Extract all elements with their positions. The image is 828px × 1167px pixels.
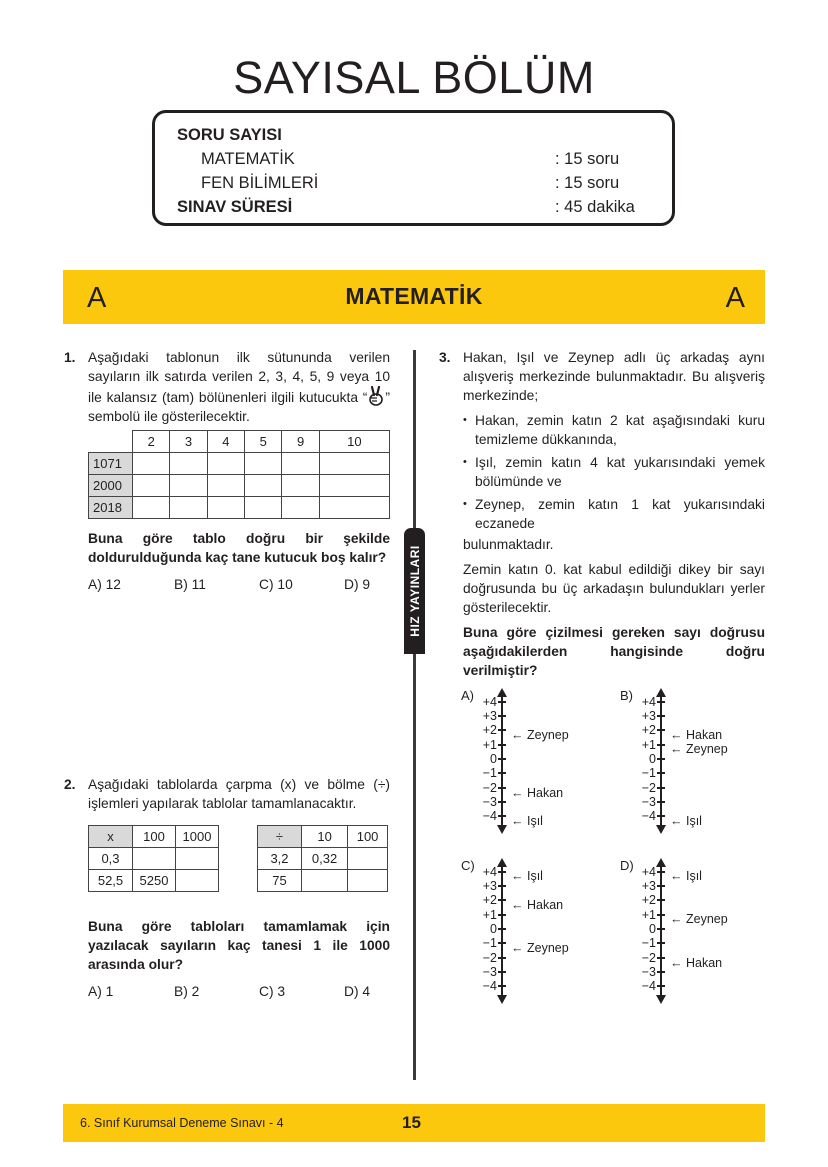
info-label: FEN BİLİMLERİ — [201, 174, 319, 192]
table-row — [89, 475, 390, 497]
section-header-bar — [63, 270, 765, 324]
left-arrow-icon: ← — [670, 869, 683, 883]
left-arrow-icon: ← — [511, 898, 524, 912]
bullet-item: • Işıl, zemin katın 4 kat yukarısındaki yemek bölümünde ve — [463, 453, 765, 491]
tick-label: −4 — [641, 979, 656, 993]
choice-a-number-line[interactable] — [461, 688, 611, 838]
tick-label: −2 — [482, 951, 497, 965]
vertical-axis-arrow-icon — [660, 692, 662, 830]
question-stem: Buna göre çizilmesi gereken sayı doğrusu aşağıdakilerden hangisinde doğru verilmiştir? — [463, 625, 765, 678]
position-marker: ← Hakan — [511, 898, 564, 912]
table-header: 2 — [133, 431, 170, 453]
info-row-science — [177, 171, 650, 195]
choice-c[interactable]: C) 10 — [259, 577, 293, 592]
position-marker: ← Zeynep — [670, 742, 728, 756]
left-arrow-icon: ← — [670, 912, 683, 926]
position-marker: ← Hakan — [670, 728, 723, 742]
table-cell — [319, 453, 389, 475]
question-intro: Hakan, Işıl ve Zeynep adlı üç arkadaş aynı alışveriş merkezinde bulunmaktadır. Bu alışveriş merkezinde; — [463, 350, 765, 403]
table-cell — [176, 870, 219, 892]
table-cell — [302, 870, 348, 892]
table-cell: 5250 — [133, 870, 176, 892]
question-stem: Buna göre tablo doğru bir şekilde doldurulduğunda kaç tane kutucuk boş kalır? — [88, 531, 390, 565]
position-marker: ← Işıl — [670, 814, 702, 828]
table-cell — [348, 848, 388, 870]
choice-d[interactable]: D) 4 — [344, 984, 371, 999]
choice-a[interactable]: A) 1 — [88, 984, 114, 999]
table-cell: 52,5 — [89, 870, 133, 892]
tick-label: −2 — [641, 781, 656, 795]
tick-label: +1 — [641, 738, 656, 752]
table-cell — [319, 497, 389, 519]
table-cell: 3,2 — [258, 848, 302, 870]
table-header: 100 — [133, 826, 176, 848]
table-header-row — [89, 826, 219, 848]
table-header: 3 — [170, 431, 207, 453]
table-header: 9 — [282, 431, 319, 453]
table-row — [89, 453, 390, 475]
page-footer — [63, 1104, 765, 1142]
choice-label: B) — [620, 688, 633, 703]
tick-label: −4 — [482, 809, 497, 823]
table-cell — [133, 453, 170, 475]
page-title: SAYISAL BÖLÜM — [233, 52, 595, 103]
tick-label: −1 — [641, 766, 656, 780]
table-cell — [133, 475, 170, 497]
info-label: MATEMATİK — [201, 150, 295, 168]
tick-label: +2 — [482, 893, 497, 907]
choice-a[interactable]: A) 12 — [88, 577, 121, 592]
tick-label: +1 — [482, 908, 497, 922]
tick-label: 0 — [649, 752, 656, 766]
tick-label: −1 — [641, 936, 656, 950]
table-cell: 0,3 — [89, 848, 133, 870]
position-marker: ← Hakan — [511, 786, 564, 800]
table-header: 4 — [207, 431, 244, 453]
page-number: 15 — [402, 1113, 421, 1132]
tick-label: −1 — [482, 936, 497, 950]
booklet-letter-left: A — [87, 282, 107, 314]
table-header: ÷ — [258, 826, 302, 848]
info-row-duration — [177, 195, 650, 219]
info-value: : 15 soru — [555, 174, 620, 192]
choice-c[interactable]: C) 3 — [259, 984, 286, 999]
row-header: 2000 — [89, 475, 133, 497]
table-header: x — [89, 826, 133, 848]
victory-hand-icon — [367, 386, 385, 406]
table-header: 10 — [302, 826, 348, 848]
table-cell — [170, 497, 207, 519]
tick-label: +4 — [482, 695, 497, 709]
row-header: 1071 — [89, 453, 133, 475]
tick-label: −3 — [641, 795, 656, 809]
table-cell — [207, 497, 244, 519]
left-arrow-icon: ← — [511, 728, 524, 742]
choice-b-number-line[interactable] — [620, 688, 770, 838]
table-header: 5 — [245, 431, 282, 453]
vertical-axis-arrow-icon — [501, 692, 503, 830]
info-value: : 45 dakika — [555, 198, 635, 216]
question-text: Aşağıdaki tablonun ilk sütununda verilen sayıların ilk satırda verilen 2, 3, 4, 5, 9 veya 10 ile kalansız (tam) bölünenleri ilgili kutucukta “ ” sembolü ile gösterilecektir. — [88, 350, 390, 424]
choice-label: C) — [461, 858, 475, 873]
tick-label: +1 — [641, 908, 656, 922]
tick-label: −3 — [482, 965, 497, 979]
left-arrow-icon: ← — [670, 742, 683, 756]
left-arrow-icon: ← — [511, 814, 524, 828]
question-paragraph: Zemin katın 0. kat kabul edildiği dikey bir sayı doğrusunda bu üç arkadaşın bulundukları yerler gösterilecektir. — [463, 562, 765, 615]
table-row — [258, 848, 388, 870]
position-marker: ← Işıl — [511, 814, 543, 828]
tick-label: +3 — [641, 879, 656, 893]
table-cell: 75 — [258, 870, 302, 892]
tick-label: −2 — [641, 951, 656, 965]
question-1 — [64, 348, 390, 595]
choice-d-number-line[interactable] — [620, 858, 770, 1008]
choice-c-number-line[interactable] — [461, 858, 611, 1008]
table-cell — [245, 497, 282, 519]
tick-label: 0 — [490, 752, 497, 766]
table-cell — [282, 453, 319, 475]
answer-choices — [88, 982, 390, 1002]
left-arrow-icon: ← — [670, 956, 683, 970]
tick-label: −2 — [482, 781, 497, 795]
row-header: 2018 — [89, 497, 133, 519]
left-arrow-icon: ← — [670, 814, 683, 828]
position-marker: ← Zeynep — [670, 912, 728, 926]
table-cell — [207, 475, 244, 497]
tick-label: +2 — [641, 893, 656, 907]
info-value: : 15 soru — [555, 150, 620, 168]
tick-label: −4 — [482, 979, 497, 993]
position-marker: ← Zeynep — [511, 941, 569, 955]
vertical-axis-arrow-icon — [660, 862, 662, 1000]
table-cell — [245, 475, 282, 497]
table-header: 10 — [319, 431, 389, 453]
tick-label: −4 — [641, 809, 656, 823]
table-cell — [170, 453, 207, 475]
table-cell — [282, 475, 319, 497]
info-row-question-count — [177, 123, 650, 147]
bullet-item: • Hakan, zemin katın 2 kat aşağısındaki kuru temizleme dükkanında, — [463, 411, 765, 449]
info-label: SORU SAYISI — [177, 126, 282, 144]
choice-d[interactable]: D) 9 — [344, 577, 371, 592]
choice-b[interactable]: B) 11 — [174, 577, 206, 592]
table-cell — [133, 497, 170, 519]
choice-b[interactable]: B) 2 — [174, 984, 200, 999]
table-cell — [170, 475, 207, 497]
info-row-math — [177, 147, 650, 171]
table-row — [89, 870, 219, 892]
tick-label: +3 — [641, 709, 656, 723]
publisher-name: HIZ YAYINLARI — [407, 545, 422, 637]
tick-label: +4 — [482, 865, 497, 879]
publisher-logo — [404, 528, 425, 654]
left-arrow-icon: ← — [511, 941, 524, 955]
question-text: Aşağıdaki tablolarda çarpma (x) ve bölme (÷) işlemleri yapılarak tablolar tamamlanacaktır. — [88, 777, 390, 811]
table-cell: 0,32 — [302, 848, 348, 870]
column-divider — [413, 350, 416, 1080]
tick-label: −1 — [482, 766, 497, 780]
left-arrow-icon: ← — [511, 786, 524, 800]
table-cell — [207, 453, 244, 475]
table-cell — [245, 453, 282, 475]
answer-choices — [88, 575, 390, 595]
table-row — [89, 848, 219, 870]
bullet-item: • Zeynep, zemin katın 1 kat yukarısındaki eczanede — [463, 495, 765, 533]
table-cell — [319, 475, 389, 497]
tick-label: +4 — [641, 695, 656, 709]
section-title: MATEMATİK — [345, 283, 483, 309]
division-table — [257, 825, 388, 892]
tick-label: −3 — [482, 795, 497, 809]
question-stem: Buna göre tabloları tamamlamak için yazılacak sayıların kaç tanesi 1 ile 1000 arasında olur? — [88, 919, 390, 972]
position-marker: ← Hakan — [670, 956, 723, 970]
position-marker: ← Işıl — [670, 869, 702, 883]
tick-label: +3 — [482, 879, 497, 893]
tick-label: +4 — [641, 865, 656, 879]
tick-label: +2 — [641, 723, 656, 737]
multiplication-table — [88, 825, 219, 892]
question-number: 3. — [439, 350, 451, 365]
table-header: 1000 — [176, 826, 219, 848]
tick-label: 0 — [649, 922, 656, 936]
left-arrow-icon: ← — [670, 728, 683, 742]
table-row — [89, 497, 390, 519]
exam-name: 6. Sınıf Kurumsal Deneme Sınavı - 4 — [80, 1116, 284, 1130]
table-cell — [133, 848, 176, 870]
question-text: bulunmaktadır. — [463, 537, 554, 552]
table-header-row — [89, 431, 390, 453]
exam-info-box — [152, 110, 675, 226]
tick-label: 0 — [490, 922, 497, 936]
tick-label: +2 — [482, 723, 497, 737]
tick-label: +1 — [482, 738, 497, 752]
table-cell — [282, 497, 319, 519]
table-cell — [176, 848, 219, 870]
table-row — [258, 870, 388, 892]
table-header: 100 — [348, 826, 388, 848]
table-cell — [348, 870, 388, 892]
tick-label: −3 — [641, 965, 656, 979]
table-header-row — [258, 826, 388, 848]
info-label: SINAV SÜRESİ — [177, 198, 293, 216]
booklet-letter-right: A — [725, 282, 745, 314]
position-marker: ← Işıl — [511, 869, 543, 883]
left-arrow-icon: ← — [511, 869, 524, 883]
position-marker: ← Zeynep — [511, 728, 569, 742]
vertical-axis-arrow-icon — [501, 862, 503, 1000]
choice-label: D) — [620, 858, 634, 873]
question-2 — [64, 775, 390, 1002]
tick-label: +3 — [482, 709, 497, 723]
question-number: 2. — [64, 777, 76, 792]
question-number: 1. — [64, 350, 76, 365]
divisibility-table — [88, 430, 390, 519]
question-3 — [439, 348, 765, 680]
choice-label: A) — [461, 688, 474, 703]
